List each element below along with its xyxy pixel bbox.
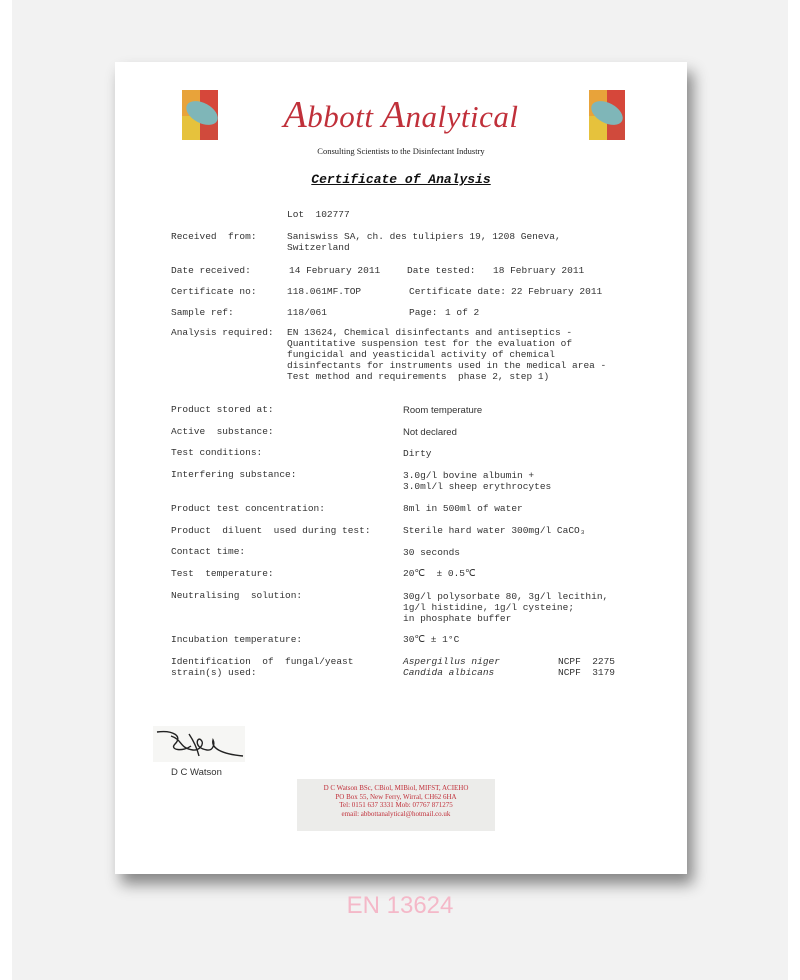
- certificate-date-value: 22 February 2011: [511, 286, 603, 297]
- detail-row-label: Active substance:: [171, 426, 274, 437]
- certificate-no-value: 118.061MF.TOP: [287, 286, 362, 297]
- detail-row-label: Test conditions:: [171, 447, 263, 458]
- detail-row-label: Incubation temperature:: [171, 634, 303, 645]
- detail-row-value: 30℃ ± 1°C: [403, 634, 460, 645]
- company-logo-right: [587, 88, 627, 142]
- company-tagline: Consulting Scientists to the Disinfectant Industry: [317, 146, 485, 156]
- detail-row-label: Neutralising solution:: [171, 590, 303, 601]
- certificate-no-label: Certificate no:: [171, 286, 257, 297]
- stamp-line: email: abbottanalytical@hotmail.co.uk: [341, 809, 451, 818]
- address-stamp: [297, 779, 495, 831]
- detail-row-value: 30g/l polysorbate 80, 3g/l lecithin, 1g/l histidine, 1g/l cysteine; in phosphate buffer: [403, 591, 609, 624]
- analysis-required-label: Analysis required:: [171, 327, 274, 338]
- strain-names: Aspergillus niger Candida albicans: [403, 656, 500, 678]
- certificate-title: Certificate of Analysis: [311, 172, 491, 187]
- date-received-label: Date received:: [171, 265, 251, 276]
- detail-row-label: Product test concentration:: [171, 503, 325, 514]
- standard-caption: EN 13624: [346, 892, 454, 919]
- lot-number: Lot 102777: [287, 209, 350, 220]
- detail-row-value: 20℃ ± 0.5℃: [403, 568, 476, 579]
- detail-row-value: Not declared: [403, 427, 457, 438]
- certificate-document: [115, 62, 687, 874]
- company-logo-left: [180, 88, 220, 142]
- certificate-date-label: Certificate date:: [409, 286, 506, 297]
- detail-row-label: Product diluent used during test:: [171, 525, 371, 536]
- page-label: Page:: [409, 307, 438, 318]
- detail-row-value: Dirty: [403, 448, 432, 459]
- stamp-line: PO Box 55, New Ferry, Wirral, CH62 6HA: [335, 792, 457, 801]
- strain-refs: NCPF 2275 NCPF 3179: [558, 656, 616, 678]
- date-received-value: 14 February 2011: [289, 265, 381, 276]
- detail-row-value: 3.0g/l bovine albumin + 3.0ml/l sheep erythrocytes: [403, 470, 552, 492]
- page-value: 1 of 2: [445, 307, 480, 318]
- detail-row-value: 8ml in 500ml of water: [403, 503, 523, 514]
- sample-ref-value: 118/061: [287, 307, 327, 318]
- sample-ref-label: Sample ref:: [171, 307, 234, 318]
- stamp-line: D C Watson BSc, CBiol, MIBiol, MIFST, ACIEHO: [323, 784, 469, 792]
- detail-row-label: Product stored at:: [171, 404, 274, 415]
- analysis-required-value: EN 13624, Chemical disinfectants and antiseptics - Quantitative suspension test for the evaluation of fungicidal and yeasticidal activity of chemical disinfectants for instruments used in the medical area - Test method and requirements phase 2, step 1): [287, 327, 607, 382]
- strains-label: Identification of fungal/yeast strain(s) used:: [171, 656, 354, 678]
- detail-row-value: Sterile hard water 300mg/l CaCO₃: [403, 525, 586, 536]
- detail-row-label: Test temperature:: [171, 568, 274, 579]
- detail-row-label: Interfering substance:: [171, 469, 297, 480]
- received-from-label: Received from:: [171, 231, 257, 242]
- detail-row-value: Room temperature: [403, 405, 483, 416]
- stamp-line: Tel: 0151 637 3331 Mob: 07767 871275: [339, 801, 453, 810]
- detail-row-value: 30 seconds: [403, 547, 461, 558]
- company-name: Abbott Analytical: [283, 94, 519, 136]
- detail-row-label: Contact time:: [171, 546, 246, 557]
- signatory-name: D C Watson: [171, 767, 222, 778]
- date-tested-label: Date tested:: [407, 265, 476, 276]
- signature-image: [153, 726, 245, 762]
- received-from-value: Saniswiss SA, ch. des tulipiers 19, 1208 Geneva, Switzerland: [287, 231, 561, 253]
- date-tested-value: 18 February 2011: [493, 265, 585, 276]
